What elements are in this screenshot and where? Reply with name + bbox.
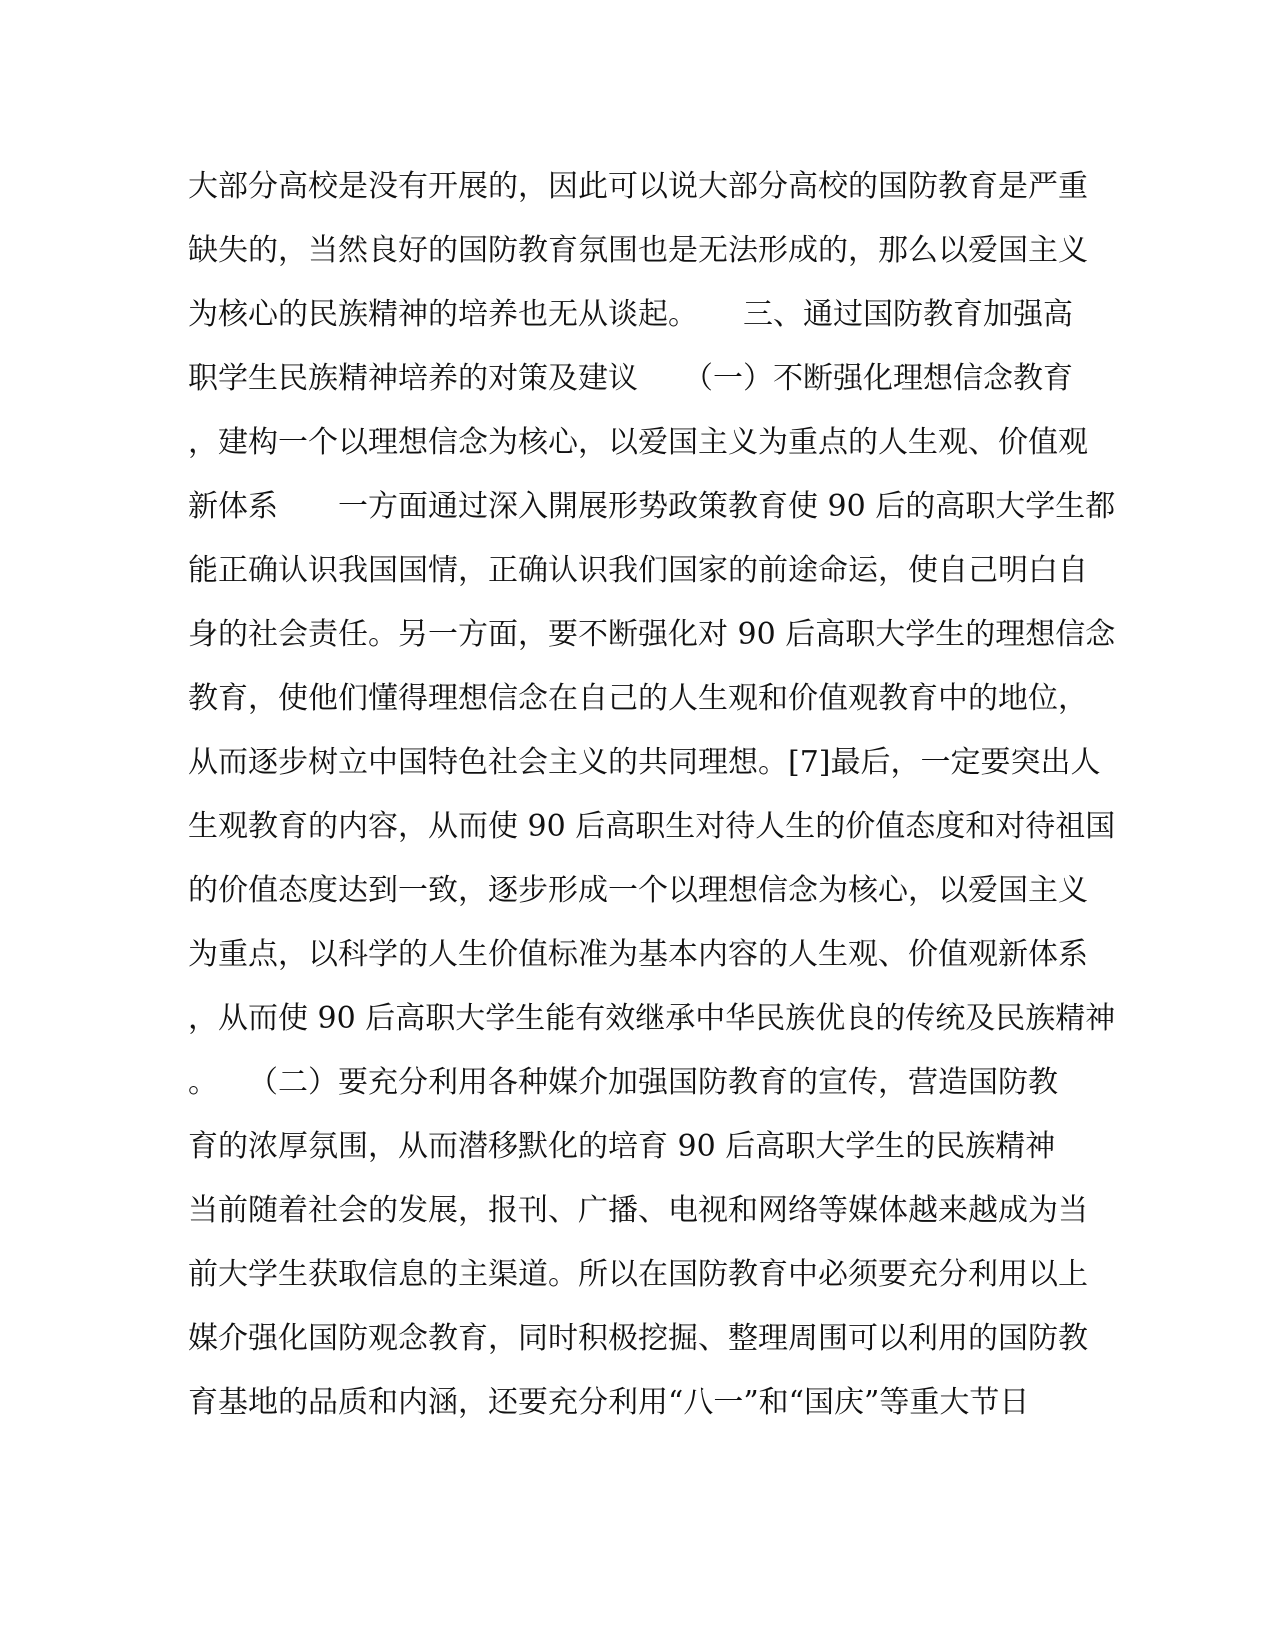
text-line: 。 （二）要充分利用各种媒介加强国防教育的宣传，营造国防教 [188,1065,1058,1100]
text-line: 为重点，以科学的人生价值标准为基本内容的人生观、价值观新体系 [188,937,1088,972]
text-line: 职学生民族精神培养的对策及建议 （一）不断强化理想信念教育 [188,361,1073,396]
text-line: 育基地的品质和内涵，还要充分利用“八一”和“国庆”等重大节日 [188,1385,1030,1420]
text-line: 大部分高校是没有开展的，因此可以说大部分高校的国防教育是严重 [188,169,1088,204]
text-line: 从而逐步树立中国特色社会主义的共同理想。[7]最后，一定要突出人 [188,745,1101,780]
text-line: 生观教育的内容，从而使 90 后高职生对待人生的价值态度和对待祖国 [188,809,1116,844]
text-line: 教育，使他们懂得理想信念在自己的人生观和价值观教育中的地位， [188,681,1088,716]
text-line: 当前随着社会的发展，报刊、广播、电视和网络等媒体越来越成为当 [188,1193,1088,1228]
body-text [188,155,1116,1435]
text-line: 缺失的，当然良好的国防教育氛围也是无法形成的，那么以爱国主义 [188,233,1088,268]
text-line: 育的浓厚氛围，从而潜移默化的培育 90 后高职大学生的民族精神 [188,1129,1056,1164]
text-line: 新体系 一方面通过深入開展形势政策教育使 90 后的高职大学生都 [188,489,1116,524]
text-line: ，建构一个以理想信念为核心，以爱国主义为重点的人生观、价值观 [188,425,1088,460]
text-line: 媒介强化国防观念教育，同时积极挖掘、整理周围可以利用的国防教 [188,1321,1088,1356]
text-line: 为核心的民族精神的培养也无从谈起。 三、通过国防教育加强高 [188,297,1073,332]
text-line: 前大学生获取信息的主渠道。所以在国防教育中必须要充分利用以上 [188,1257,1088,1292]
text-line: ，从而使 90 后高职大学生能有效继承中华民族优良的传统及民族精神 [188,1001,1116,1036]
text-line: 的价值态度达到一致，逐步形成一个以理想信念为核心，以爱国主义 [188,873,1088,908]
text-line: 身的社会责任。另一方面，要不断强化对 90 后高职大学生的理想信念 [188,617,1116,652]
text-line: 能正确认识我国国情，正确认识我们国家的前途命运，使自己明白自 [188,553,1088,588]
